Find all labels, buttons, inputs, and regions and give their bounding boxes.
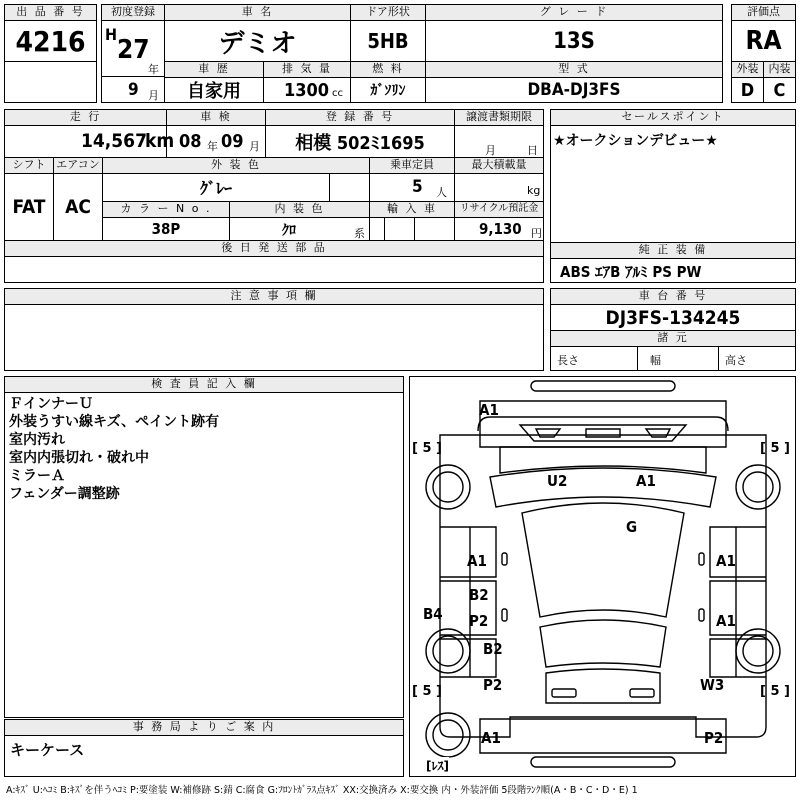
month-unit: 月	[148, 89, 159, 102]
later-parts-label: 後 日 発 送 部 品	[4, 240, 544, 257]
inspector-line: 外装うすい線キズ、ペイント跡有	[9, 414, 220, 430]
sales-point-label: セールスポイント	[550, 109, 796, 126]
fuel: ｶﾞｿﾘﾝ	[350, 77, 426, 103]
later-parts-box	[4, 256, 544, 283]
transfer-cell	[454, 125, 544, 158]
sales-point-box	[550, 125, 796, 243]
max-load-label: 最大積載量	[454, 157, 544, 174]
dimensions-label: 諸 元	[550, 330, 796, 347]
spare-tire: [ﾚｽ]	[426, 759, 449, 773]
mark-left-front-fender: A1	[467, 552, 487, 570]
lot-number-label: 出 品 番 号	[4, 4, 97, 21]
mark-right-rear-door: A1	[716, 612, 736, 630]
inspection-month: 09	[221, 131, 244, 152]
color: ｸﾞﾚｰ	[102, 173, 330, 202]
tire-left-front: [ 5 ]	[412, 441, 442, 456]
displacement: 1300	[284, 80, 330, 101]
ext-grade: D	[731, 77, 764, 103]
inspector-box	[4, 392, 404, 718]
office-text: キーケース	[10, 741, 85, 759]
interior-color-cell	[229, 217, 370, 241]
score-label: 評価点	[731, 4, 796, 21]
inspection-year-unit: 年	[207, 140, 218, 153]
first-registration	[101, 20, 165, 77]
caution-box	[4, 304, 544, 371]
mileage-cell	[4, 125, 175, 158]
color-extra	[329, 173, 370, 202]
reg-year: 27	[117, 35, 150, 65]
chassis-number: DJ3FS-134245	[550, 304, 796, 331]
plate-label: 登 録 番 号	[265, 109, 455, 126]
mark-rear-bumper-right: P2	[704, 729, 724, 747]
mark-hood: A1	[636, 472, 656, 490]
lot-number: 4216	[4, 20, 97, 62]
legend: A:ｷｽﾞ U:ﾍｺﾐ B:ｷｽﾞを伴うﾍｺﾐ P:要塗装 W:補修跡 S:錆 C:腐食 G:ﾌﾛﾝﾄｶﾞﾗｽ点ｷｽﾞ XX:交換済み X:要交換 内・外装評価 5段階ﾗﾝｸ順(A・B・C・D・E) 1	[6, 785, 638, 796]
capacity-cell	[369, 173, 455, 202]
mark-left-rear-door: P2	[469, 612, 489, 630]
history-label: 車 歴	[164, 61, 264, 78]
shift: FAT	[4, 173, 54, 241]
fuel-label: 燃 料	[350, 61, 426, 78]
grade: 13S	[425, 20, 723, 62]
plate-number: 相模 502ﾐ1695	[265, 125, 455, 158]
inspector-line: 室内内張切れ・破れ中	[9, 450, 149, 466]
width-label: 幅	[650, 354, 661, 367]
displacement-unit: cc	[332, 88, 343, 99]
mark-roof: G	[626, 518, 638, 536]
car-outline	[410, 377, 795, 776]
inspector-line: フェンダー調整跡	[9, 486, 120, 502]
reg-month-cell	[101, 76, 165, 103]
inspector-notes	[9, 395, 219, 503]
aircon-label: エアコン	[53, 157, 103, 174]
grade-label: グ レ ー ド	[425, 4, 723, 21]
mark-left-rear-quarter: B2	[483, 640, 503, 658]
max-load-unit: kg	[527, 184, 541, 197]
import-label: 輸 入 車	[369, 201, 455, 218]
displacement-label: 排 気 量	[263, 61, 351, 78]
capacity-unit: 人	[436, 186, 447, 199]
inspector-label: 検 査 員 記 入 欄	[4, 376, 404, 393]
recycle-unit: 円	[531, 227, 542, 240]
interior-color-label: 内 装 色	[229, 201, 370, 218]
inspector-line: ミラーＡ	[9, 468, 65, 484]
capacity-label: 乗車定員	[369, 157, 455, 174]
car-name: デミオ	[164, 20, 351, 62]
max-load-cell	[454, 173, 544, 202]
caution-label: 注 意 事 項 欄	[4, 288, 544, 305]
mark-windshield-left: U2	[547, 472, 568, 490]
inspection-label: 車 検	[166, 109, 266, 126]
recycle-label: リサイクル預託金	[454, 201, 544, 218]
ext-grade-label: 外装	[731, 61, 764, 78]
damage-diagram	[409, 376, 796, 777]
first-registration-label: 初度登録	[101, 4, 165, 21]
mark-left-rocker: B4	[423, 605, 443, 623]
mileage: 14,567	[81, 130, 147, 152]
mileage-label: 走 行	[4, 109, 167, 126]
length-cell	[550, 346, 638, 371]
color-number-label: カ ラ ー N o .	[102, 201, 230, 218]
tire-right-rear: [ 5 ]	[760, 684, 790, 699]
int-grade-label: 内装	[763, 61, 796, 78]
model-label: 型 式	[425, 61, 723, 78]
inspector-line: 室内汚れ	[9, 432, 65, 448]
car-name-label: 車 名	[164, 4, 351, 21]
inspection-year: 08	[179, 131, 202, 152]
transfer-label: 譲渡書類期限	[454, 109, 544, 126]
reg-month: 9	[128, 80, 139, 100]
color-label: 外 装 色	[102, 157, 370, 174]
chassis-label: 車 台 番 号	[550, 288, 796, 305]
color-number: 38P	[102, 217, 230, 241]
recycle-cell	[454, 217, 544, 241]
mark-right-rear-quarter: W3	[700, 676, 725, 694]
lot-blank	[4, 61, 97, 103]
import-a	[369, 217, 385, 241]
score: RA	[731, 20, 796, 62]
equipment-label: 純 正 装 備	[550, 242, 796, 259]
inspector-line: ＦインナーＵ	[9, 396, 93, 412]
interior-color: ｸﾛ	[282, 223, 296, 239]
tire-left-rear: [ 5 ]	[412, 684, 442, 699]
era: H	[105, 25, 118, 44]
year-unit: 年	[148, 63, 159, 76]
inspection-cell	[166, 125, 266, 158]
mark-rear-bumper-left: A1	[481, 729, 501, 747]
aircon: AC	[53, 173, 103, 241]
office-label: 事 務 局 よ り ご 案 内	[4, 719, 404, 736]
door-type: 5HB	[350, 20, 426, 62]
model-code: DBA-DJ3FS	[425, 77, 723, 103]
height-label: 高さ	[725, 354, 747, 367]
transfer-day: 日	[527, 144, 538, 157]
inspection-month-unit: 月	[249, 140, 260, 153]
mark-right-front-fender: A1	[716, 552, 736, 570]
sales-point-text: ★オークションデビュー★	[553, 133, 718, 149]
int-grade: C	[763, 77, 796, 103]
width-cell	[637, 346, 719, 371]
recycle-fee: 9,130	[479, 220, 522, 238]
interior-color-unit: 系	[354, 227, 365, 240]
import-b	[384, 217, 415, 241]
office-box	[4, 735, 404, 777]
door-label: ドア形状	[350, 4, 426, 21]
shift-label: シフト	[4, 157, 54, 174]
tire-right-front: [ 5 ]	[760, 441, 790, 456]
import-c	[414, 217, 455, 241]
length-label: 長さ	[557, 354, 579, 367]
mark-left-front-door: B2	[469, 586, 489, 604]
mark-left-rear-lower: P2	[483, 676, 503, 694]
mileage-unit: km	[145, 130, 175, 152]
history: 自家用	[164, 77, 264, 103]
height-cell	[718, 346, 796, 371]
mark-front-bumper: A1	[479, 401, 499, 419]
displacement-cell	[263, 77, 351, 103]
transfer-month: 月	[485, 144, 496, 157]
capacity: 5	[412, 177, 423, 197]
equipment: ABS ｴｱB ｱﾙﾐ PS PW	[550, 258, 796, 283]
